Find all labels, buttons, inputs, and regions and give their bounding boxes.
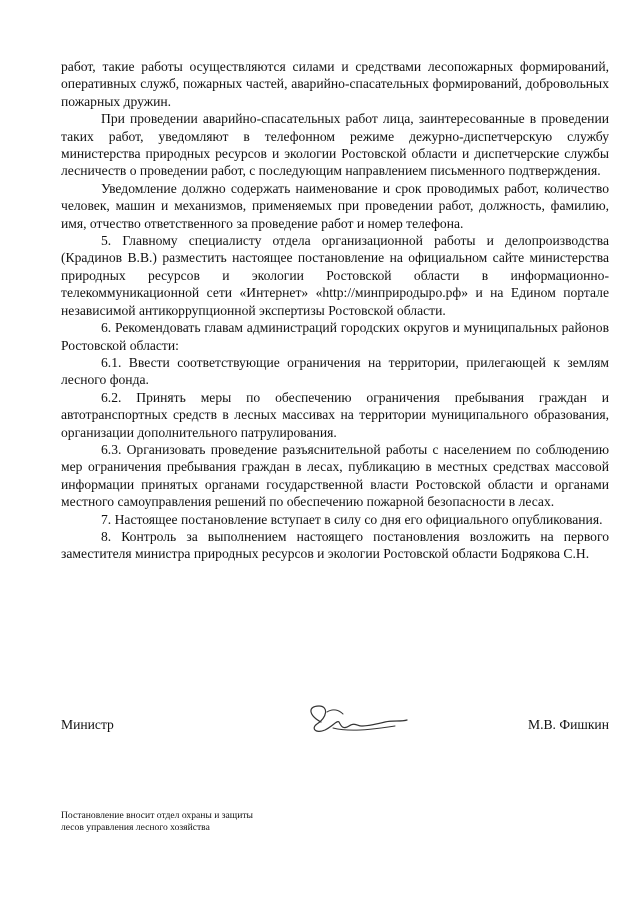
clause-6-1: 6.1. Ввести соответствующие ограничения на территории, прилегающей к землям лесного фонда. — [61, 354, 609, 388]
footer-line-2: лесов управления лесного хозяйства — [61, 822, 210, 833]
paragraph-notification-content: Уведомление должно содержать наименование и срок проводимых работ, количество человек, машин и механизмов, применяемых при проведении работ, должность, фамилию, имя, отчество ответственного за проведение работ и номер телефона. — [61, 180, 609, 231]
clause-8: 8. Контроль за выполнением настоящего постановления возложить на первого заместителя министра природных ресурсов и экологии Ростовской области Бодрякова С.Н. — [61, 528, 609, 562]
clause-5: 5. Главному специалисту отдела организационной работы и делопроизводства (Крадинов В.В.) разместить настоящее постановление на официальном сайте министерства природных ресурсов и экологии Ростовской области в информационно-телекоммуникационной сети «Интернет» «http://минприродыро.рф» и на Едином портале независимой антикоррупционной экспертизы Ростовской области. — [61, 233, 609, 318]
signatory-role: Министр — [61, 717, 114, 732]
paragraph-rescue-notification: При проведении аварийно-спасательных работ лица, заинтересованные в проведении таких работ, уведомляют в телефонном режиме дежурно-диспетчерскую службу министерства природных ресурсов и экологии Ростовской области и диспетчерские службы лесничеств о проведении работ, с последующим направлением письменного подтверждения. — [61, 111, 609, 179]
signature-row — [61, 716, 609, 740]
clause-7: 7. Настоящее постановление вступает в силу со дня его официального опубликования. — [101, 511, 603, 527]
footer-line-1: Постановление вносит отдел охраны и защиты — [61, 810, 253, 821]
signatory-name: М.В. Фишкин — [528, 717, 609, 732]
clause-6-3: 6.3. Организовать проведение разъяснительной работы с населением по соблюдению мер ограничения пребывания граждан в лесах, публикацию в местных средствах массовой информации принятых органами государственной власти Ростовской области и органами местного самоуправления решений по обеспечению пожарной безопасности в лесах. — [61, 441, 609, 510]
document-body — [61, 58, 609, 563]
clause-6-2: 6.2. Принять меры по обеспечению ограничения пребывания граждан и автотранспортных средств в лесных массивах на территории муниципального образования, организации дополнительного патрулирования. — [61, 389, 609, 440]
paragraph-continuation: работ, такие работы осуществляются силами и средствами лесопожарных формирований, оперативных служб, пожарных частей, аварийно-спасательных формирований, добровольных пожарных дружин. — [61, 59, 609, 109]
clause-6: 6. Рекомендовать главам администраций городских округов и муниципальных районов Ростовской области: — [61, 320, 609, 353]
handwritten-signature — [299, 702, 411, 744]
footer-note — [61, 810, 321, 834]
